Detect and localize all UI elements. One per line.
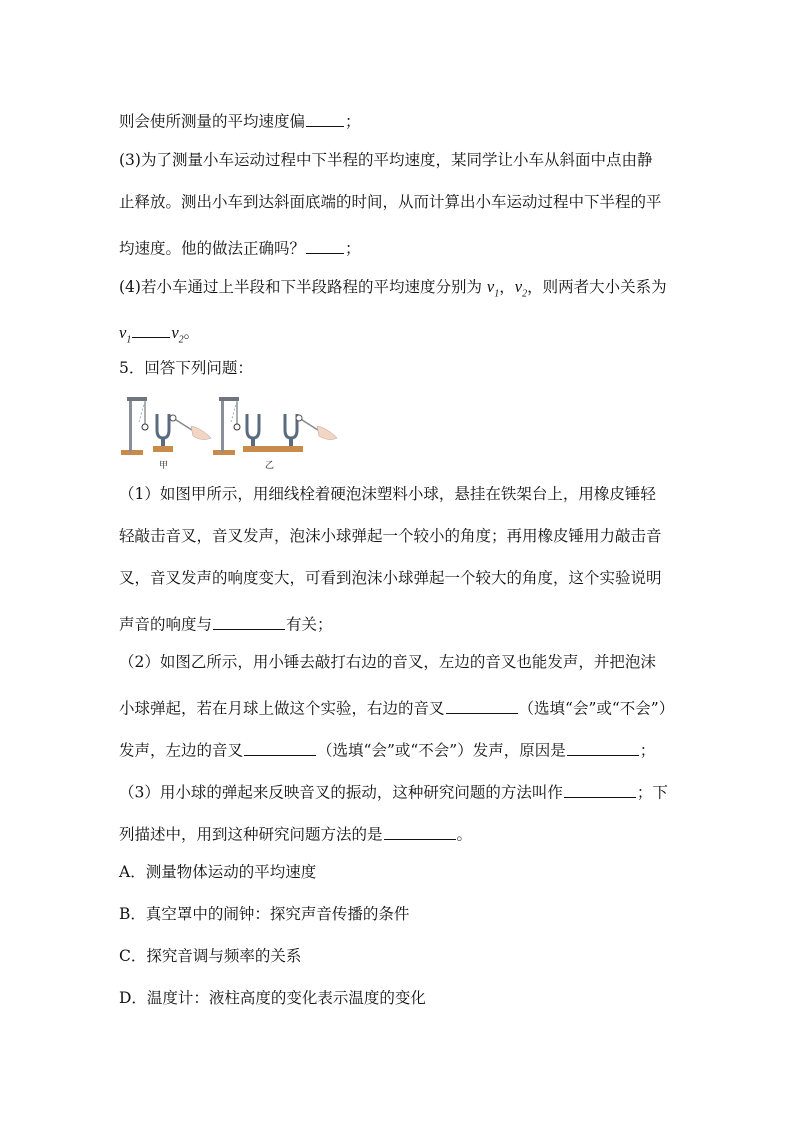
q5-part1-line-3: 叉，音叉发声的响度变大，可看到泡沫小球弹起一个较大的角度，这个实验说明	[119, 569, 662, 587]
q5-part2-line-2	[119, 697, 674, 717]
answer-blank[interactable]	[384, 823, 456, 840]
text: 有关；	[286, 615, 333, 634]
q5-part2-line-1: （2）如图乙所示，用小锤去敲打右边的音叉，左边的音叉也能发声，并把泡沫	[119, 653, 656, 671]
q5-part3-line-1	[119, 781, 668, 801]
q4-part3-line-3	[119, 237, 361, 257]
q4-part3-line-1: (3)为了测量小车运动过程中下半程的平均速度，某同学让小车从斜面中点由静	[119, 151, 653, 169]
figure-label-right: 乙	[265, 461, 275, 471]
text: ；下	[636, 783, 668, 802]
text: ；	[345, 239, 361, 258]
answer-blank[interactable]	[564, 781, 636, 798]
q4-part3-line-2: 止释放。测出小车到达斜面底端的时间，从而计算出小车运动过程中下半程的平	[119, 193, 662, 211]
q4-part4-line-2	[119, 321, 199, 345]
answer-blank[interactable]	[213, 613, 285, 630]
option-a[interactable]: A．测量物体运动的平均速度	[119, 863, 317, 881]
text: 发声，左边的音叉	[119, 741, 244, 760]
text: （选填“会”或“不会”）发声，原因是	[317, 741, 566, 760]
answer-blank[interactable]	[567, 739, 639, 756]
variable-v1: $v_1$	[486, 277, 500, 300]
q5-title: 5．回答下列问题：	[119, 359, 253, 377]
answer-blank[interactable]	[306, 110, 344, 127]
text: （3）用小球的弹起来反映音叉的振动，这种研究问题的方法叫作	[119, 783, 563, 802]
tuning-fork	[157, 414, 169, 438]
q5-part1-line-2: 轻敲击音叉，音叉发声，泡沫小球弹起一个较小的角度；再用橡皮锤用力敲击音	[119, 527, 662, 545]
q5-part2-line-3	[119, 739, 655, 759]
text: 则会使所测量的平均速度偏	[119, 112, 306, 131]
hand	[191, 426, 211, 440]
variable-v2: $v_2$	[171, 322, 184, 345]
text: 小球弹起，若在月球上做这个实验，右边的音叉	[119, 699, 445, 718]
answer-blank[interactable]	[446, 697, 518, 714]
q4-part4-line-1	[119, 279, 667, 299]
q5-part3-line-2	[119, 823, 472, 843]
text: 。	[183, 323, 200, 342]
variable-v2: $v_2$	[514, 277, 528, 300]
text: 。	[456, 825, 473, 844]
text: ；	[345, 112, 361, 131]
text: （选填“会”或“不会”）	[518, 699, 675, 718]
tuning-fork-figure	[119, 392, 339, 472]
text: ，	[499, 278, 515, 296]
option-d[interactable]: D．温度计：液柱高度的变化表示温度的变化	[119, 989, 426, 1007]
option-b[interactable]: B．真空罩中的闹钟：探究声音传播的条件	[119, 905, 410, 923]
stand-arm	[127, 397, 147, 401]
q5-part1-line-4	[119, 613, 333, 633]
text: 声音的响度与	[119, 615, 213, 634]
text: (4)若小车通过上半段和下半段路程的平均速度分别为	[119, 278, 487, 296]
text: ，则两者大小关系为	[527, 278, 667, 296]
answer-blank[interactable]	[244, 739, 316, 756]
answer-blank[interactable]	[306, 237, 344, 254]
option-c[interactable]: C．探究音调与频率的关系	[119, 947, 302, 965]
tuning-fork-illustration	[119, 392, 339, 472]
stand-pole	[129, 398, 132, 452]
text: 均速度。他的做法正确吗？	[119, 239, 306, 258]
q4-line-1	[119, 110, 361, 130]
variable-v1: $v_1$	[119, 322, 132, 345]
text: 列描述中，用到这种研究问题方法的是	[119, 825, 383, 844]
foam-ball	[142, 424, 148, 430]
q5-part1-line-1: （1）如图甲所示，用细线栓着硬泡沫塑料小球，悬挂在铁架台上，用橡皮锤轻	[119, 485, 656, 503]
figure-label-left: 甲	[159, 461, 169, 471]
answer-blank[interactable]	[132, 321, 170, 338]
text: ；	[639, 741, 656, 760]
